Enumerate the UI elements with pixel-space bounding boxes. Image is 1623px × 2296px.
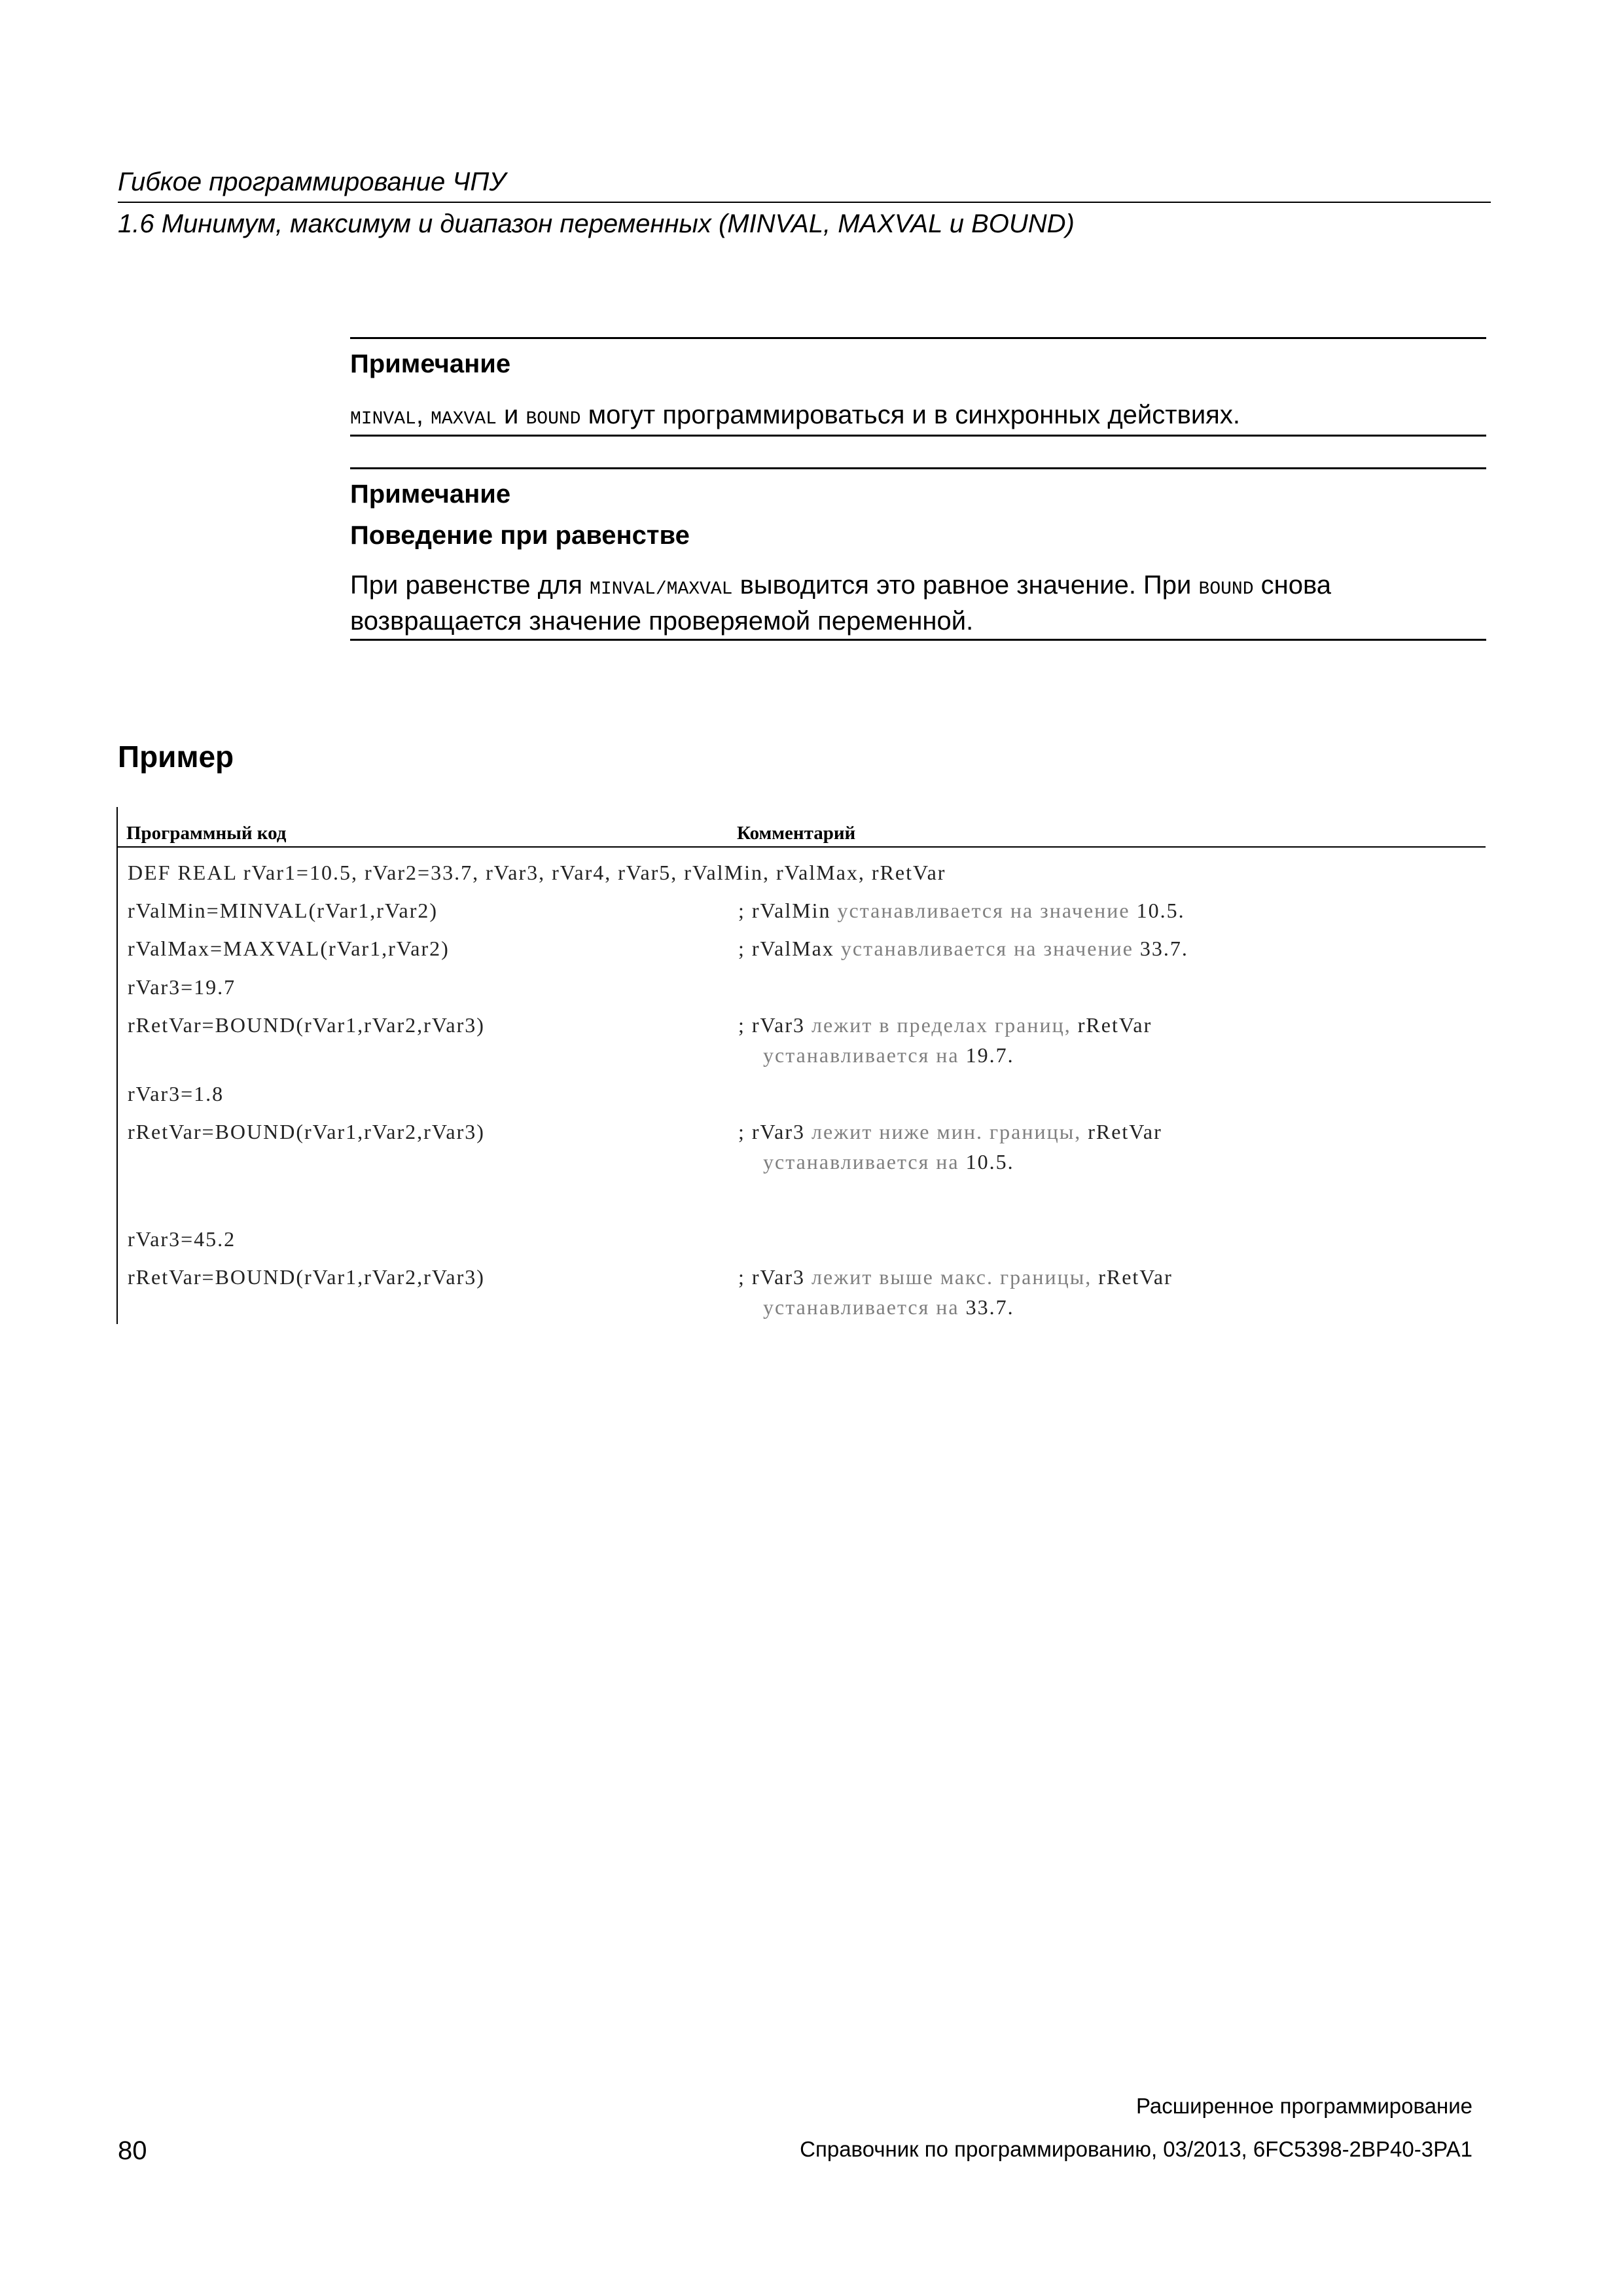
comment-text: лежит в пределах границ, bbox=[804, 1013, 1078, 1037]
comment-text: устанавливается на значение bbox=[834, 937, 1140, 960]
note1-title: Примечание bbox=[350, 350, 511, 378]
comment-text: лежит ниже мин. границы, bbox=[804, 1120, 1088, 1143]
comment-value: 10.5. bbox=[1136, 899, 1185, 922]
comment-prefix: ; bbox=[738, 899, 752, 922]
note1-keyword-bound: BOUND bbox=[526, 409, 581, 429]
comment-prefix: ; bbox=[738, 1265, 752, 1289]
comment-text: устанавливается на значение bbox=[830, 899, 1137, 922]
code-line-bound-3: rRetVar=BOUND(rVar1,rVar2,rVar3) bbox=[128, 1265, 485, 1289]
note2-top-rule bbox=[350, 467, 1486, 469]
footer-reference: Справочник по программированию, 03/2013, 6FC5398-2BP40-3PA1 bbox=[800, 2137, 1472, 2161]
comment-continuation: устанавливается на bbox=[763, 1150, 966, 1174]
code-line-def: DEF REAL rVar1=10.5, rVar2=33.7, rVar3, rVar4, rVar5, rValMin, rValMax, rRetVar bbox=[128, 861, 946, 884]
comment-maxval bbox=[738, 933, 1188, 963]
note2-subtitle: Поведение при равенстве bbox=[350, 521, 690, 550]
note1-bottom-rule bbox=[350, 435, 1486, 437]
comment-column-header: Комментарий bbox=[737, 823, 856, 844]
comment-bound-1 bbox=[738, 1010, 1152, 1070]
code-line-rvar3-45: rVar3=45.2 bbox=[128, 1227, 236, 1251]
comment-bound-2 bbox=[738, 1117, 1162, 1177]
code-line-minval: rValMin=MINVAL(rVar1,rVar2) bbox=[128, 899, 438, 922]
running-header-section: 1.6 Минимум, максимум и диапазон переменных (MINVAL, MAXVAL и BOUND) bbox=[118, 209, 1075, 238]
note2-part1: При равенстве для bbox=[350, 571, 590, 600]
note2-keyword-minval-maxval: MINVAL/MAXVAL bbox=[590, 579, 733, 600]
code-line-bound-2: rRetVar=BOUND(rVar1,rVar2,rVar3) bbox=[128, 1120, 485, 1143]
comment-var2: rRetVar bbox=[1077, 1013, 1152, 1037]
note2-part2: выводится это равное значение. При bbox=[732, 571, 1199, 600]
footer-book-title: Расширенное программирование bbox=[1135, 2094, 1472, 2118]
comment-continuation: устанавливается на bbox=[763, 1043, 966, 1067]
note2-bottom-rule bbox=[350, 639, 1486, 641]
page-number: 80 bbox=[118, 2136, 147, 2165]
note1-body: могут программироваться и в синхронных действиях. bbox=[580, 401, 1240, 429]
comment-continuation: устанавливается на bbox=[763, 1295, 966, 1319]
comment-value: 10.5. bbox=[965, 1150, 1014, 1174]
comment-prefix: ; bbox=[738, 937, 752, 960]
code-line-rvar3-1: rVar3=1.8 bbox=[128, 1082, 224, 1105]
note1-sep2: и bbox=[496, 401, 526, 429]
comment-value: 33.7. bbox=[965, 1295, 1014, 1319]
note1-keyword-maxval: MAXVAL bbox=[431, 409, 497, 429]
comment-value: 33.7. bbox=[1139, 937, 1188, 960]
note1-text bbox=[350, 399, 1489, 435]
note2-line2: возвращается значение проверяемой переменной. bbox=[350, 607, 974, 636]
comment-var: rValMax bbox=[751, 937, 834, 960]
comment-text: лежит выше макс. границы, bbox=[804, 1265, 1099, 1289]
comment-bound-3 bbox=[738, 1262, 1173, 1322]
header-rule bbox=[118, 202, 1491, 203]
example-heading: Пример bbox=[118, 740, 234, 774]
note2-keyword-bound: BOUND bbox=[1198, 579, 1254, 600]
comment-var: rValMin bbox=[751, 899, 831, 922]
note1-keyword-minval: MINVAL bbox=[350, 409, 416, 429]
comment-var2: rRetVar bbox=[1088, 1120, 1162, 1143]
comment-prefix: ; bbox=[738, 1013, 752, 1037]
note2-text bbox=[350, 569, 1489, 637]
note1-top-rule bbox=[350, 337, 1486, 339]
note2-part3: снова bbox=[1253, 571, 1332, 600]
comment-value: 19.7. bbox=[965, 1043, 1014, 1067]
comment-var: rVar3 bbox=[751, 1013, 805, 1037]
comment-prefix: ; bbox=[738, 1120, 752, 1143]
code-column-header: Программный код bbox=[126, 823, 287, 844]
comment-minval bbox=[738, 895, 1185, 925]
note2-title: Примечание bbox=[350, 480, 511, 509]
running-header-chapter: Гибкое программирование ЧПУ bbox=[118, 168, 506, 196]
code-line-bound-1: rRetVar=BOUND(rVar1,rVar2,rVar3) bbox=[128, 1013, 485, 1037]
note1-sep1: , bbox=[416, 401, 431, 429]
comment-var2: rRetVar bbox=[1098, 1265, 1173, 1289]
code-line-maxval: rValMax=MAXVAL(rVar1,rVar2) bbox=[128, 937, 450, 960]
code-table-header-rule bbox=[118, 846, 1486, 848]
code-table-left-rule bbox=[116, 807, 118, 1324]
comment-var: rVar3 bbox=[751, 1265, 805, 1289]
code-line-rvar3-19: rVar3=19.7 bbox=[128, 975, 236, 999]
comment-var: rVar3 bbox=[751, 1120, 805, 1143]
